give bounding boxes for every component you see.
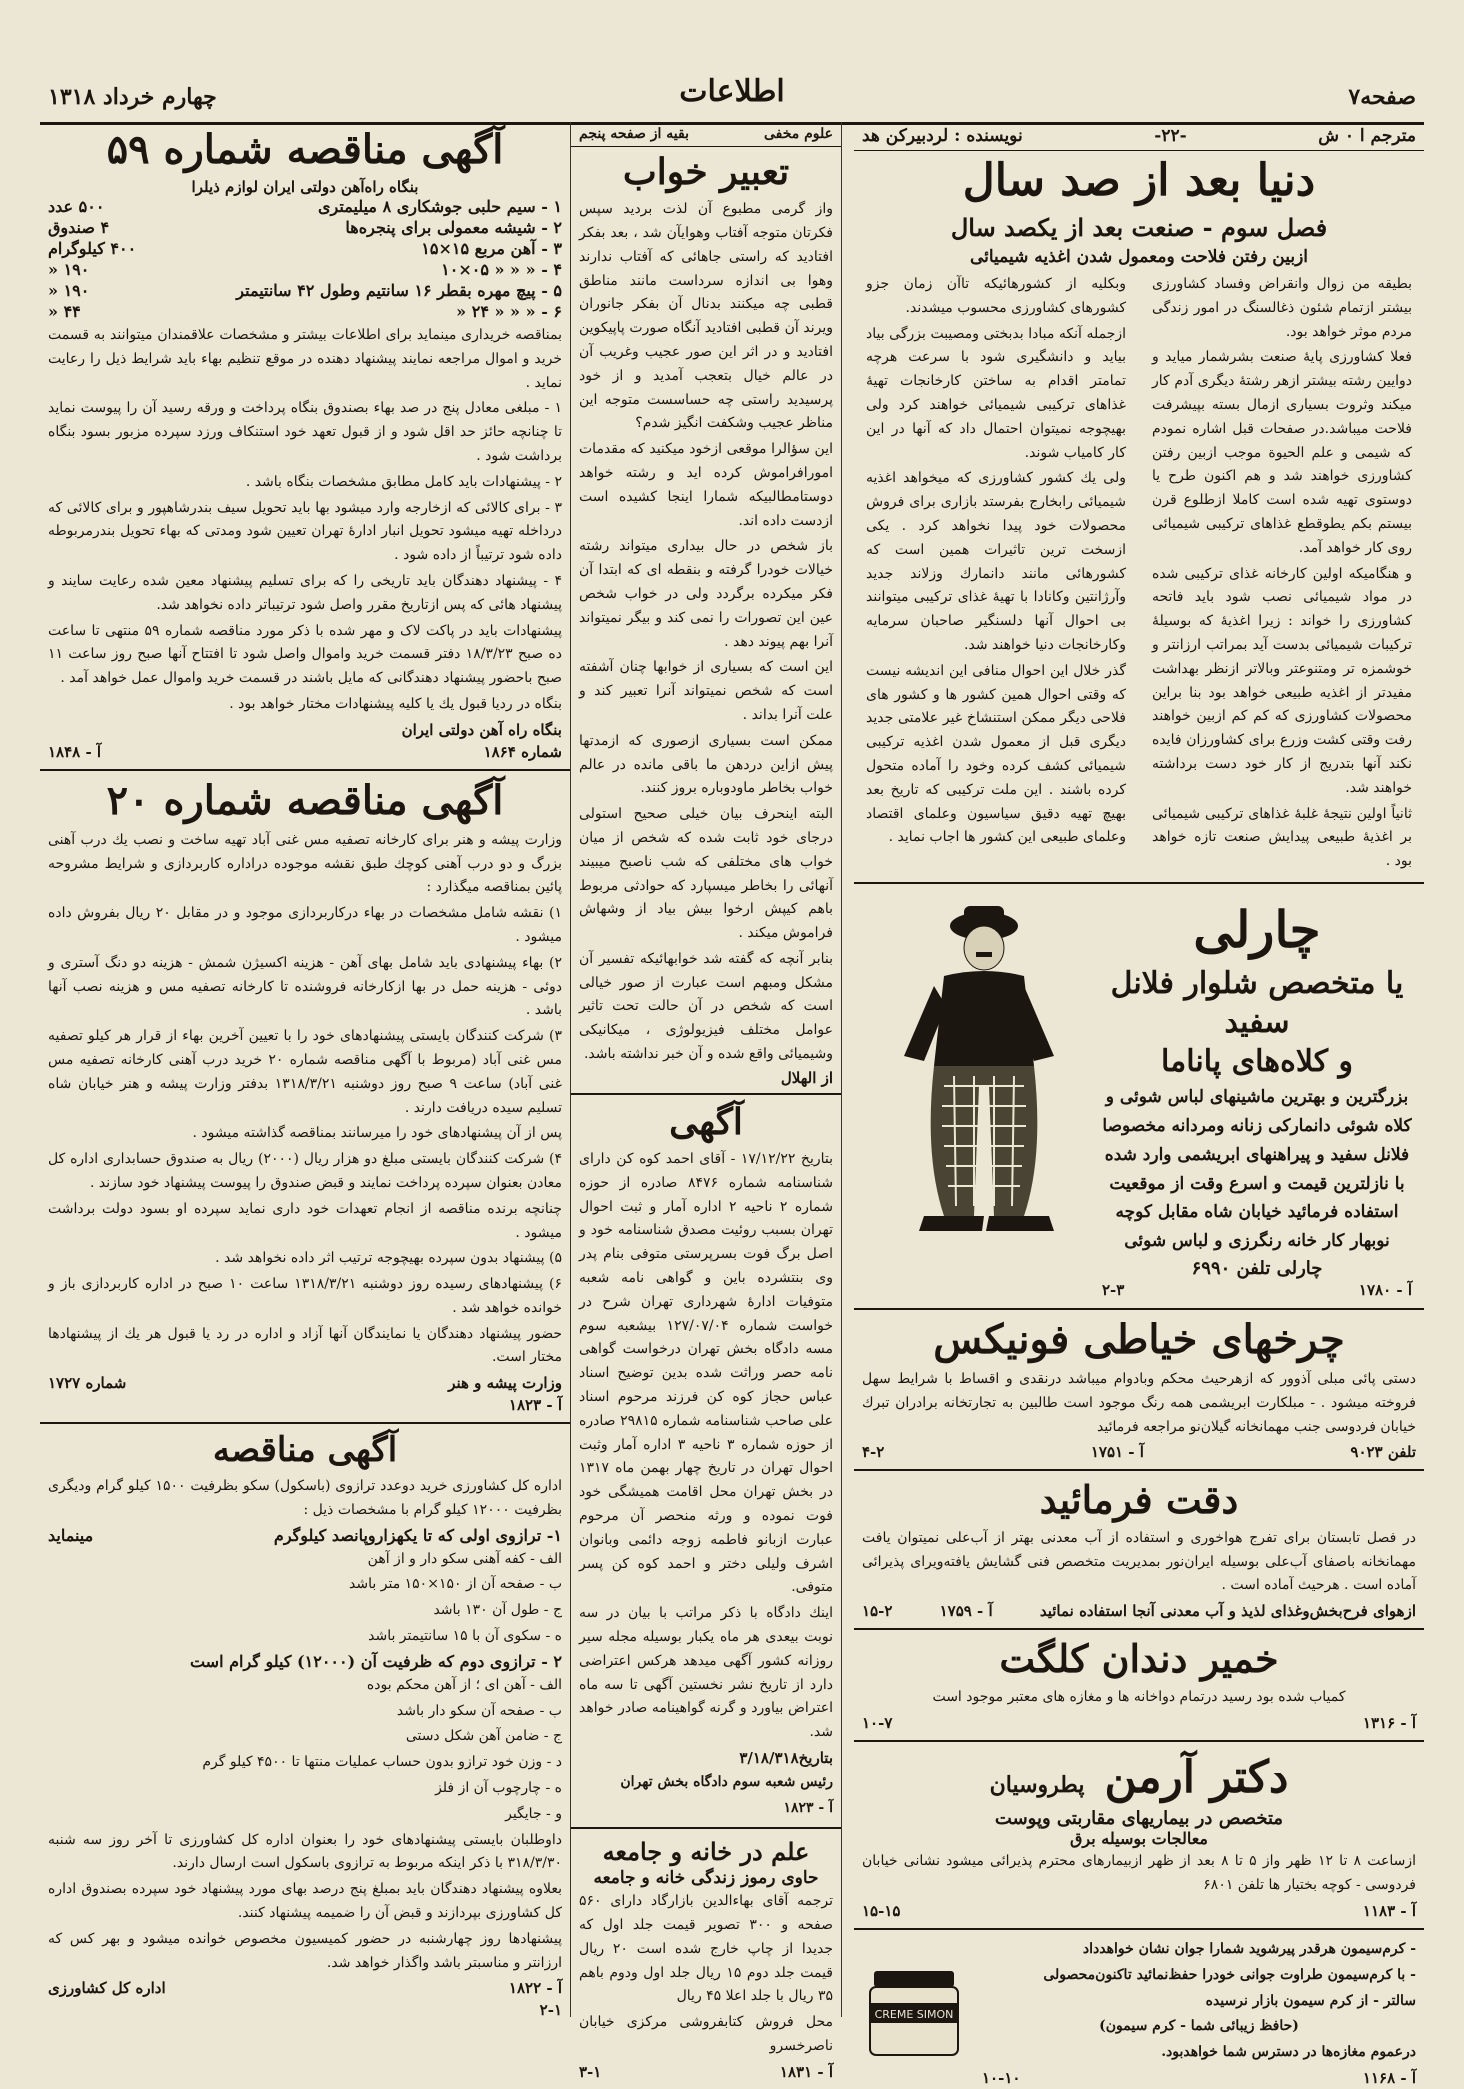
source: از الهلال <box>780 1068 833 1087</box>
cream-simon-ad <box>854 1936 1424 2089</box>
paragraph: ۴) شرکت کنندگان بایستی مبلغ دو هزار ریال (۲۰۰۰) ریال به صندوق حسابداری اداره کل معادن بعنوان سپرده پرداخت نمایند و قبض صندوق را پیوست پیشنهاد خود سازند . <box>48 1151 562 1191</box>
section-title: ازبین رفتن فلاحت ومعمول شدن اغذیه شیمیائی <box>969 246 1309 267</box>
chapter-title: فصل سوم - صنعت بعد از یکصد سال <box>950 212 1328 242</box>
paragraph: وزارت پیشه و هنر برای کارخانه تصفیه مس غنی آباد تهیه ساخت و نصب یك درب آهنی بزرگ و دو درب آهنی کوچك طبق نقشه موجوده دراداره کاربردازی و شرایط مشروحه پائین بمناقصه میگذارد : <box>48 831 562 896</box>
paragraph: ۳ - برای کالائی که ازخارجه وارد میشود بها باید تحویل سیف بندرشاهپور و برای کالائی که درداخله تهیه میشود تحویل انبار ادارهٔ تهران تعیین شود ومدتی که بهاء تحویل بندرمربوطه داده شود ترتیباً از داده شود . <box>48 499 562 564</box>
article-title: دنیا بعد از صد سال <box>962 155 1316 206</box>
ad-code: آ - ۱۳۱۶ <box>1362 1713 1416 1732</box>
book-title: علم در خانه و جامعه <box>602 1836 810 1866</box>
paragraph: این است که بسیاری از خوابها چنان آشفته است که شخص نمیتواند آنرا تعبیر کند و علت آنرا بداند . <box>579 659 833 723</box>
doctor-treatment: معالجات بوسیله برق <box>1070 1829 1208 1849</box>
tender-item: ۲ - شیشه معمولی برای پنجره‌ها ۴ صندوق <box>48 218 562 237</box>
ad-code: آ - ۱۷۸۰ <box>1358 1281 1412 1300</box>
page-number: صفحه۷ <box>1348 84 1416 110</box>
spec-line: الف - آهن ای ؛ از آهن محکم بوده <box>366 1676 562 1693</box>
tender-signature: اداره کل کشاورزی <box>48 1979 166 1998</box>
dream-title: تعبیر خواب <box>622 151 790 193</box>
paragraph: بتاریخ ۱۷/۱۲/۲۲ - آقای احمد کوه کن دارای شناسنامه شماره ۸۴۷۶ صادره از حوزه شماره ۲ ناحیه ۲ اداره آمار و ثبت احوال تهران بسبب روئیت مصدق شناسنامه خود و اصل برگ فوت بسرپرستی متوفی بنام پدر وی بنتشرده باین و گواهی نامه شعبه متوفیات ادارهٔ شهرداری تهران شرح در خواست شماره ۱۲۷/۰۷/۰۴ بیشعبه سوم مسه دادگاه بخش تهران درخواست گواهی نامه حصر وراثت شده بدین توضیح اسناد عباس حجاز کوه کن فرزند مرحوم اسناد علی صاحب شناسنامه شماره ۲۹۸۱۵ صادره از حوزه شماره ۳ ناحیه ۳ اداره آمار وثبت احوال تهران در تاریخ چهار بهمن ماه ۱۳۱۷ در بخش تهران محل اقامت همیشگی خود فوت نموده و ورثه منحصر آن مرحوم عبارت ازبانو فاطمه زوجه دائمی وبانوان اشرف ولیلی دختر و احمد کوه کن پسر متوفی. <box>579 1151 834 1596</box>
paragraph: ۱) نقشه شامل مشخصات در بهاء درکاربردازی موجود و در مقابل ۲۰ ریال بفروش داده میشود . <box>48 905 562 945</box>
ad-line: - با کرم‌سیمون طراوت جوانی خودرا حفظ‌نمائید تاکنون‌محصولی <box>1043 1966 1416 1983</box>
ad-title: دکتر آرمن <box>1104 1751 1289 1803</box>
ad-num: ۱۵-۲ <box>862 1602 893 1621</box>
book-subtitle: حاوی رموز زندگی خانه و جامعه <box>593 1868 819 1889</box>
tender-item: ۴ - « « « ۰۵×۱۰ ۱۹۰ « <box>48 260 562 279</box>
ad-num: ۱۰-۷ <box>862 1713 893 1732</box>
ad-body: ازهوای فرح‌بخش‌وغذای لذیذ و آب معدنی آنجا استفاده نمائید <box>1039 1602 1416 1621</box>
middle-column <box>570 122 842 2081</box>
paragraph: البته اینحرف بیان خیلی صحیح استولی درجای خود ثابت شده که شخص از میان خواب های مختلفی که شب ناصبح میبیند آنهائی را بخاطر میسپارد که حوادثی مربوط باهم کیپش ارخوا بیش بیاد از وشهاش فراموش میکند . <box>579 806 833 942</box>
paragraph: باز شخص در حال بیداری میتواند رشته خیالات خودرا گرفته و بنقطه ای که ابتدا آن فکر میکرده برگردد ولی در خواب شخص عین این تصورات را نمی کند و بیگر نمیتواند آنرا بهم پیوند دهد . <box>579 538 833 650</box>
jar-label: CREME SIMON <box>874 2007 954 2021</box>
spec-line: ج - طول آن ۱۳۰ باشد <box>433 1602 562 1619</box>
paragraph: چنانچه برنده مناقصه از انجام تعهدات خود داری نماید سپرده او بسود دولت برداشت میشود . <box>48 1200 562 1241</box>
ad-line: - کرم‌سیمون هرقدر پیرشوید شمارا جوان نشان خواهدداد <box>1082 1941 1416 1958</box>
paragraph: ۴ - پیشنهاد دهندگان باید تاریخی را که برای تسلیم پیشنهاد معین شده رعایت سایند و پیشنهاد هائی که پس ازتاریخ مقرر واصل شود ترتیباتر داده نخواهد شد. <box>48 572 562 613</box>
ad-code: آ - ۱۷۵۱ <box>1090 1443 1144 1462</box>
issue-date: چهارم خرداد ۱۳۱۸ <box>48 84 217 110</box>
ad-body: دستی پائی مبلی آذوور که ازهرحیث محکم وبادوام میباشد درنقدی و اقساط با شرایط سهل فروخته میشود . - مبلکارت ابریشمی همه رنگ موجود است طالبین به تجارتخانه برادران تبرك خیابان فردوسی جنب مهمانخانه گیلان‌نو مراجعه فرمائید <box>862 1370 1416 1435</box>
ad-line: درعموم مغازه‌ها در دسترس شما خواهدبود. <box>1161 2044 1416 2061</box>
page-header <box>40 60 1424 125</box>
paragraph: ۲) بهاء پیشنهادی باید شامل بهای آهن - هزینه اکسیژن شمش - هزینه دو دنگ آستری و دوئی - هزینه حمل در بها ازکارخانه فروشنده تا کارخانه تصفیه مس و هزینه نصب آنها باشد . <box>48 954 562 1019</box>
spec-line: ب - صفحه آن سکو دار باشد <box>396 1702 562 1719</box>
paragraph: ولی یك کشور کشاورزی که میخواهد اغذیه شیمیائی رابخارج بفرستد بازاری برای فروش محصولات خود پیدا نخواهد کرد . یکی ازسخت ترین تاثیرات همین است که کشورهائی مانند دانمارك وزلاند جدید وآرژانتین وکانادا با تهیهٔ غذای ترکیبی میتوانند بی احوال آنها دلسنگیر صاحبان سرمایه وکارخانجات دنیا خواهند شد. <box>866 470 1126 653</box>
tender-code: شماره ۱۸۶۴ <box>483 742 562 761</box>
translator: مترجم ا ۰ ش <box>1318 126 1416 146</box>
ad-line: یا متخصص شلوار فلانل سفید <box>1110 965 1404 1040</box>
paragraph: گذر خلال این احوال منافی این اندیشه نیست که وقتی احوال همین کشور ها و کشور های فلاحی دیگر ممکن استنشاخ غیر علامتی جدید دیگری قبل از معمول شدن اغذیه ترکیبی شیمیائی کشف کرده وخود را آماده متحول کرده باشند . این ملت ترکیبی که تاریخ بعد بهیچ تهیه دقیق سیاسیون وعلمای اقتصاد وعلمای طبیعی این کشور ها اجاب نماید . <box>866 662 1126 846</box>
spec-line: د - وزن خود ترازو بدون حساب عملیات منتها تا ۴۵۰۰ کیلو گرم <box>202 1754 562 1771</box>
ad-phone: چارلی تلفن ۶۹۹۰ <box>1191 1258 1323 1280</box>
paragraph: این سؤالرا موقعی ازخود میکنید که مقدمات امورافراموش کرده اید و رشته خواهد دوستامطالبیکه شمارا اینجا کشیده است ازدست داده اند. <box>579 441 833 529</box>
paragraph: ۳) شرکت کنندگان بایستی پیشنهادهای خود را با تعیین آخرین بهاء از قرار هر کیلو تصفیه مس غنی آباد (مربوط با آگهی مناقصه شماره ۲۰ خرید درب آهنی کارخانه تصفیه مس غنی آباد) ساعت ۹ صبح روز دوشنبه ۱۳۱۸/۳/۲۱ بدفتر وزارت پیشه و هنر خیابان شاه تسلیم سیده دریافت دارند . <box>48 1028 562 1116</box>
paragraph: ترجمه آقای بهاءالدین بازارگاد دارای ۵۶۰ صفحه و ۳۰۰ تصویر قیمت جلد اول که جدیدا از چاپ خارج شده است ۲۰ ریال قیمت جلد دوم ۱۵ ریال جلد اول ودوم باهم ۳۵ ریال با جلد اعلا ۴۵ ریال <box>579 1893 834 2005</box>
paragraph: ۱ - مبلغی معادل پنج در صد بهاء بصندوق بنگاه پرداخت و ورقه رسید آن را پیوست نماید تا چنانچه حائز حد اقل شود و از قبول تعهد خود استنکاف ورزد سپرده مزبور بسود بنگاه برداشت شود . <box>48 400 562 464</box>
tender59-title: آگهی مناقصه شماره ۵۹ <box>106 126 504 173</box>
paragraph: بنابر آنچه که گفته شد خوابهائیکه تفسیر آن مشکل ومبهم است عبارت از صور خیالی است که شخص در آن حالت تحت تاثیر عوامل مختلف فیزیولوژی ، میکانیکی وشیمیائی واقع شده و آن خبر نداشته باشد. <box>579 950 833 1063</box>
ad-body: در فصل تابستان برای تفرج هواخوری و استفاده از آب معدنی بهتر از آب‌علی نمیتوان یافت مهمانخانه باصفای آب‌علی بوسیله ایران‌نور بمدیریت متخصص فنی گشایش یافته‌ویرای پذیرائی آماده است . هرحیث آماده است . <box>862 1529 1416 1594</box>
ad-phone: تلفن ۹۰۲۳ <box>1350 1443 1416 1462</box>
scale-heading: ۱- ترازوی اولی که تا یکهزاروپانصد کیلوگرم مینماید <box>48 1525 562 1545</box>
doctor-hours: ازساعت ۸ تا ۱۲ ظهر واز ۵ تا ۸ بعد از ظهر ازبیمارهای محترم پذیرائی میشود نشانی خیابان فردوسی - کوچه بختیار ها تلفن ۶۸۰۱ <box>862 1853 1416 1894</box>
paragraph: ۲ - پیشنهادات باید کامل مطابق مشخصات بنگاه باشد . <box>245 473 562 490</box>
spec-line: و - جایگیر <box>505 1805 562 1822</box>
tender-num: آ - ۱۸۴۸ <box>48 742 102 761</box>
ad-num: ۱۰-۱۰ <box>982 2069 1021 2088</box>
ad-code: آ - ۱۸۳۱ <box>779 2062 833 2081</box>
tender59-intro: بنگاه راه‌آهن دولتی ایران لوازم ذیلرا <box>191 178 419 196</box>
tender-item: ۱ - سیم حلبی جوشکاری ۸ میلیمتری ۵۰۰ عدد <box>48 197 562 216</box>
tender20-title: آگهی مناقصه شماره ۲۰ <box>106 776 504 824</box>
paragraph: بنگاه در ردیا قبول یك یا کلیه پیشنهادات مختار خواهد بود . <box>229 695 562 712</box>
paragraph: اداره کل کشاورزی خرید دوعدد ترازوی (باسکول) سکو بظرفیت ۱۵۰۰ کیلو گرام ودیگری بظرفیت ۱۲۰۰۰ کیلو گرام با مشخصات ذیل : <box>48 1478 562 1518</box>
paragraph: وبکلیه از کشورهائیکه تاآن زمان جزو کشورهای کشاورزی محسوب میشدند. <box>866 275 1126 316</box>
paragraph: ممکن است بسیاری ازصوری که ازمدتها پیش ازاین دردهن ما باقی مانده در عالم خواب بخاطر ماودوباره بروز کنند. <box>579 732 833 797</box>
notice-date: بتاریخ۳/۱۸/۳۱۸ <box>739 1748 833 1767</box>
dream-header <box>571 122 841 147</box>
paragraph: پس از آن پیشنهادهای خود را میرسانند بمناقصه گذاشته میشود . <box>192 1125 562 1142</box>
ad-title: خمیر دندان کلگت <box>999 1636 1279 1682</box>
category: علوم مخفی <box>763 126 833 142</box>
paragraph: بمناقصه خریداری مینماید برای اطلاعات بیشتر و مشخصات علاقمندان میتوانند به قسمت خرید و اموال مراجعه نمایند پیشنهاد دهنده در موقع تنظیم بهاء باید شرایط ذیل را رعایت نماید . <box>48 327 562 391</box>
ad-line: سالتر - از کرم سیمون بازار نرسیده <box>1205 1992 1416 2009</box>
cream-jar-illustration <box>854 1963 974 2063</box>
ad-num: ۴-۲ <box>862 1443 885 1462</box>
ad-line: (حافظ زیبائی شما - کرم سیمون) <box>1099 2018 1299 2035</box>
ad-num: ۲-۳ <box>1102 1281 1125 1300</box>
continued-note: بقیه از صفحه پنجم <box>579 126 689 142</box>
doctor-ad <box>854 1748 1424 1922</box>
paragraph: ازجمله آنکه مبادا بدبختی ومصیبت بزرگی بیاد بیاید و دانشگیری شود با سرعت هرچه تمامتر اقدام به ساختن کارخانجات تهیهٔ غذاهای ترکیبی شیمیائی خواهند کرد ولی بهیچوجه نمیتوان احتمال داد که آنها در این کار کامیاب شوند. <box>866 325 1126 461</box>
article-byline <box>854 122 1424 151</box>
article-col-2 <box>858 271 1134 876</box>
paragraph: ثانیاً اولین نتیجهٔ غلبهٔ غذاهای ترکیبی شیمیائی بر اغذیهٔ طبیعی پیدایش صنعت تازه خواهد بود . <box>1152 805 1412 870</box>
ad-code: آ - ۱۱۶۸ <box>1362 2069 1416 2088</box>
chaplin-ad <box>854 890 1424 1302</box>
tender-signature: بنگاه راه آهن دولتی ایران <box>401 720 562 739</box>
scale-heading: ۲ - ترازوی دوم که ظرفیت آن (۱۲۰۰۰) کیلو گرام است <box>189 1651 562 1671</box>
ad-line: و کلاه‌های پاناما <box>1161 1043 1353 1079</box>
notice-title: آگهی <box>669 1100 743 1143</box>
paragraph: پیشنهادها روز چهارشنبه در حضور کمیسیون مخصوص خوانده میشود و بهر کس که ارزانتر و مناسبتر باشد واگذار خواهد شد. <box>48 1930 562 1971</box>
paragraph: پیشنهادات باید در پاکت لاک و مهر شده با ذکر مورد مناقصه شماره ۵۹ منتهی تا ساعت ده صبح ۱۸/۳/۲۳ دفتر قسمت خرید واموال واصل شود تا افتتاح آنها صبح روز ساعت ۱۱ صبح باحضور پیشنهاد دهندگانی که مایل باشند در قسمت خرید واموال عمل خواهد آمد . <box>48 622 563 687</box>
tender-code: آ - ۱۸۲۲ <box>508 1979 562 1998</box>
chaplin-figure-illustration <box>864 896 1094 1256</box>
attention-ad <box>854 1477 1424 1622</box>
tender-signature: وزارت پیشه و هنر <box>448 1374 562 1393</box>
ad-code: آ - ۱۱۸۳ <box>1362 1902 1416 1921</box>
masthead: اطلاعات <box>679 74 785 109</box>
tender-item: ۵ - پیچ مهره بقطر ۱۶ سانتیم وطول ۴۲ سانتیمتر ۱۹۰ « <box>48 281 562 300</box>
spec-line: الف - کفه آهنی سکو دار و از آهن <box>367 1550 562 1567</box>
phoenix-ad <box>854 1316 1424 1463</box>
paragraph: داوطلبان بایستی پیشنهادهای خود را بعنوان اداره کل کشاورزی تا آخر روز سه شنبه ۳۱۸/۳/۳۰ با ذکر اینکه مربوط به ترازوی باسکول است ارسال دارند. <box>48 1831 562 1872</box>
notice-code: آ - ۱۸۲۳ <box>783 1799 833 1816</box>
ad-title: چرخهای خیاطی فونیکس <box>933 1315 1345 1363</box>
serial-number: -۲۲- <box>1154 126 1187 146</box>
tender-code: آ - ۱۸۲۳ <box>508 1396 562 1415</box>
paragraph: محل فروش کتابفروشی مرکزی خیابان ناصرخسرو <box>579 2014 833 2054</box>
spec-line: ب - صفحه آن از ۱۵۰×۱۵۰ متر باشد <box>349 1576 562 1593</box>
chaplin-ad-text <box>1094 896 1420 1301</box>
tender-item: ۶ - « « « ۲۴ « ۴۴ « <box>48 302 562 321</box>
spec-line: ه - چارچوب آن از فلز <box>435 1780 562 1797</box>
tender-num: شماره ۱۷۲۷ <box>48 1374 127 1393</box>
author: نویسنده : لردبیرکن هد <box>862 126 1023 146</box>
ad-num: ۱۵-۱۵ <box>862 1902 901 1921</box>
spec-line: ه - سکوی آن با ۱۵ سانتیمتر باشد <box>368 1628 562 1645</box>
ad-body: کمیاب شده بود رسید درتمام دواخانه ها و مغازه های معتبر موجود است <box>932 1688 1346 1705</box>
ad-title: چارلی <box>1193 899 1321 959</box>
tender-scale-title: آگهی مناقصه <box>212 1430 398 1471</box>
paragraph: فعلا کشاورزی پایهٔ صنعت بشرشمار میاید و دوایین رشته بیشتر ازهر رشتهٔ دیگری آدم کار میکند وثروت بسیاری ازمال بسته بپیشرفت فلاحت میباشد.در صفحات قبل اشاره نمودم که شیمی و علم الحیوة موجب ازبین رفتن کشاورزی خواهند شد و هم اکنون طرح یا دوستوی تهیه شده است کاملا ازطلوع قرن بیستم بکم یطوقطع غذاهای ترکیبی شیمیائی روی کار خواهد آمد. <box>1152 349 1412 556</box>
ad-body: بزرگترین و بهترین ماشینهای لباس شوئی و کلاه شوئی دانمارکی زنانه ومردانه مخصوصا فلانل سفید و پیراهنهای ابریشمی وارد شده با نازلترین قیمت و اسرع وقت از موقعیت استفاده فرمائید خیابان شاه مقابل کوچه نوبهار کار خانه رنگرزی و لباس شوئی <box>1102 1086 1412 1252</box>
colgate-ad <box>854 1636 1424 1733</box>
ad-title: دقت فرمائید <box>1039 1477 1239 1523</box>
paragraph: اینك دادگاه با ذکر مراتب با بیان در سه نوبت بیعدی هر ماه یکبار بوسیله مجله سیر روزانه کشور آگهی میدهد هرکس اعتراضی دارد از تاریخ نشر نخستین آگهی تا سه ماه اعتراض بیاورد و گرنه گواهینامه صادر خواهد شد. <box>579 1605 833 1741</box>
spec-line: ج - ضامن آهن شکل دستی <box>405 1728 562 1745</box>
doctor-surname: پطروسیان <box>989 1771 1085 1798</box>
paragraph: و هنگامیکه اولین کارخانه غذای ترکیبی شده در مواد شیمیائی نصب شود باید فاتحه کشاورزی را خواند : زیرا اغذیهٔ که بوسیلهٔ ترکیبات شیمیائی بدست آید بمراتب ارزانتر و خوشمزه تر ومتنوعتر وبالاتر ازنظر بهداشت مفیدتر از اغذیه طبیعی خواهد بود بنا براین محصولات کشاورزی که کم کم ازبین خواهند رفت وقتی کشت وزرع برای کشاورزان فایده نکند آنها بتدریج از کار خود دست برداشته خواهند شد. <box>1152 565 1412 796</box>
paragraph: بطیقه من زوال وانقراض وفساد کشاورزی بیشتر ازتمام شئون ذغالسنگ در امور زندگی مردم موثر خواهد بود. <box>1152 275 1412 340</box>
paragraph: ۶) پیشنهادهای رسیده روز دوشنبه ۱۳۱۸/۳/۲۱ ساعت ۱۰ صبح در اداره کاربردازی باز و خوانده خواهد شد . <box>48 1276 562 1316</box>
article-body <box>854 271 1424 876</box>
right-column <box>854 122 1424 2088</box>
ad-code: آ - ۱۷۵۹ <box>939 1602 993 1621</box>
tender-num: ۲-۱ <box>539 2001 562 2020</box>
paragraph: حضور پیشنهاد دهندگان یا نمایندگان آنها آزاد و اداره در رد یا قبول هر یك از پیشنهادها مختار است. <box>48 1325 562 1366</box>
doctor-specialty: متخصص در بیماریهای مقاربتی وپوست <box>994 1808 1284 1830</box>
left-column <box>40 122 570 2020</box>
ad-num: ۳-۱ <box>579 2062 602 2081</box>
paragraph: ۵) پیشنهاد بدون سپرده بهیچوجه ترتیب اثر داده نخواهد شد . <box>215 1250 562 1267</box>
paragraph: واز گرمی مطبوع آن لذت بردید سپس فکرتان متوجه آفتاب وهوایآن شد ، بعد بفکر افتادید که راستی جاهائی که آفتاب ندارند وهوا بی اندازه سرداست مانند مناطق قطبی چه میکنند بدنال آن بفکر جانوران ویرند آن قطبی افتادید آنگاه صورت پاپیکوین افتادید و در اثر این صور عجیب وغریب آن در عالم خیال بتعجب آمدید و از خود پرسیدید راستی چه حساسست متوجه این مناظر عجیب وشکفت انگیز شدم؟ <box>579 201 833 432</box>
notice-court: رئیس شعبه سوم دادگاه بخش تهران <box>620 1773 833 1790</box>
paragraph: بعلاوه پیشنهاد دهندگان باید بمبلغ پنج درصد بهای مورد پیشنهاد خود سپرده بصندوق اداره کل کشاورزی بپردازند و قبض آن را ضمیمه پیشنهاد کنند. <box>48 1881 562 1922</box>
article-col-1 <box>1144 271 1420 876</box>
tender-item: ۳ - آهن مربع ۱۵×۱۵ ۴۰۰ کیلوگرام <box>48 239 562 258</box>
